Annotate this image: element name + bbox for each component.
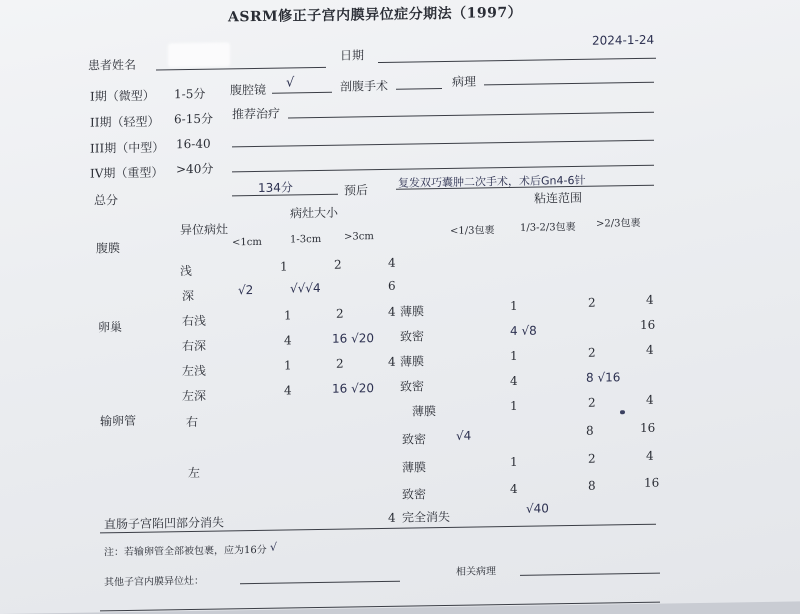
- adh-score-marked: √4: [456, 428, 472, 443]
- row-site: 浅: [180, 263, 193, 279]
- adh-score: 4: [646, 292, 654, 307]
- row-site: 右深: [182, 338, 207, 354]
- adh-score: 1: [510, 454, 518, 469]
- size-score-marked: √2: [238, 283, 254, 298]
- adhesion-type: 薄膜: [400, 354, 425, 369]
- size-score: 2: [334, 257, 342, 272]
- treatment-line: [288, 112, 654, 119]
- cul-complete-value: √40: [526, 501, 549, 516]
- note-check: √: [270, 540, 278, 554]
- row-site: 左浅: [182, 363, 207, 379]
- row-site: 右: [186, 414, 199, 430]
- laparotomy-line: [396, 88, 442, 90]
- peritoneum-label: 腹膜: [96, 241, 121, 256]
- adhesion-type: 薄膜: [412, 404, 437, 419]
- laparotomy-label: 剖腹手术: [340, 78, 389, 94]
- adh-score: 2: [588, 295, 596, 310]
- size-score-marked: √√√4: [290, 280, 321, 296]
- date-value: 2024-1-24: [592, 32, 655, 48]
- stage-3-label: III期（中型）: [90, 140, 165, 156]
- tube-label: 输卵管: [100, 413, 137, 429]
- adh-col-1: <1/3包裹: [450, 225, 495, 237]
- size-score: 4: [284, 333, 292, 348]
- laparoscopy-line: [272, 92, 332, 94]
- stage-1-range: 1-5分: [174, 86, 206, 102]
- row-site: 左: [188, 465, 201, 481]
- stage-2-range: 6-15分: [174, 111, 213, 127]
- adh-score: 2: [588, 451, 596, 466]
- adhesion-header: 粘连范围: [534, 190, 583, 206]
- adh-score: 1: [510, 398, 518, 413]
- adhesion-type: 致密: [400, 379, 425, 394]
- pathology-label: 病理: [452, 74, 477, 89]
- adhesion-type: 致密: [400, 329, 425, 344]
- treatment-line-3: [232, 165, 654, 173]
- row-site: 左深: [182, 388, 207, 404]
- adhesion-type: 薄膜: [402, 460, 427, 475]
- size-score: 4: [388, 304, 396, 319]
- stage-3-range: 16-40: [176, 136, 211, 152]
- other-sites-label: 其他子宫内膜异位灶：: [104, 575, 204, 589]
- size-col-1: <1cm: [232, 236, 262, 249]
- adh-score: 4: [646, 392, 654, 407]
- adh-score: 1: [510, 298, 518, 313]
- size-header: 病灶大小: [290, 205, 339, 221]
- total-line: [232, 194, 338, 197]
- ovary-label: 卵巢: [98, 320, 123, 335]
- total-value: 134分: [258, 180, 293, 195]
- adh-score: 8: [588, 478, 596, 493]
- row-site: 右浅: [182, 313, 207, 329]
- size-score: 2: [336, 306, 344, 321]
- adh-score: 4: [510, 481, 518, 496]
- adhesion-type: 致密: [402, 432, 427, 447]
- adh-score-marked: 4 √8: [510, 323, 537, 338]
- adh-score: 1: [510, 348, 518, 363]
- stage-4-label: IV期（重型）: [90, 165, 164, 181]
- prognosis-value: 复发双巧囊肿二次手术，术后Gn4-6针: [398, 173, 586, 190]
- adhesion-type: 薄膜: [400, 304, 425, 319]
- patient-name-line: [156, 67, 326, 71]
- pathology-line: [484, 82, 654, 86]
- adh-score: 4: [646, 448, 654, 463]
- laparoscopy-label: 腹腔镜: [230, 82, 267, 98]
- size-col-3: >3cm: [344, 231, 374, 243]
- lesion-header: 异位病灶: [180, 222, 229, 238]
- cul-complete-label: 完全消失: [402, 509, 451, 525]
- size-score-marked: 16 √20: [332, 381, 374, 396]
- total-label: 总分: [94, 193, 119, 208]
- adh-score: 8: [586, 423, 594, 438]
- date-label: 日期: [340, 48, 365, 63]
- adh-col-3: >2/3包裹: [596, 217, 641, 230]
- other-sites-line: [240, 581, 400, 585]
- size-score: 6: [388, 278, 396, 293]
- adh-score: 2: [588, 395, 596, 410]
- adh-score: 4: [510, 373, 518, 388]
- size-score: 1: [284, 358, 292, 373]
- adh-score: 16: [640, 420, 656, 435]
- adh-score: 2: [588, 345, 596, 360]
- prognosis-label: 预后: [344, 183, 369, 198]
- row-site: 深: [182, 288, 195, 304]
- note-text: 注：若输卵管全部被包裹，应为16分: [104, 544, 267, 559]
- adh-score-marked: 8 √16: [586, 370, 621, 385]
- stage-2-label: II期（轻型）: [90, 114, 160, 130]
- size-score: 4: [388, 354, 396, 369]
- adh-score: 16: [640, 317, 656, 332]
- adh-col-2: 1/3-2/3包裹: [520, 221, 576, 234]
- related-pathology-label: 相关病理: [456, 566, 496, 578]
- related-pathology-line: [520, 573, 660, 576]
- size-score: 4: [284, 383, 292, 398]
- laparoscopy-check: √: [286, 75, 295, 91]
- stage-1-label: I期（微型）: [90, 88, 155, 104]
- size-score: 4: [388, 255, 396, 270]
- size-score: 1: [280, 259, 288, 274]
- patient-name-label: 患者姓名: [88, 57, 137, 73]
- redacted-name: [168, 42, 230, 67]
- adh-score: 4: [646, 342, 654, 357]
- size-score: 2: [336, 356, 344, 371]
- cul-de-sac-label: 直肠子宫陷凹部分消失: [104, 515, 225, 532]
- size-score-marked: 16 √20: [332, 331, 374, 346]
- stage-4-range: >40分: [176, 161, 214, 177]
- adh-score: 16: [644, 475, 660, 490]
- form-title: ASRM修正子宫内膜异位症分期法（1997）: [228, 4, 523, 26]
- treatment-label: 推荐治疗: [232, 106, 281, 122]
- size-col-2: 1-3cm: [290, 233, 322, 246]
- size-score: 1: [284, 308, 292, 323]
- ink-mark: [620, 410, 625, 414]
- adhesion-type: 致密: [402, 487, 427, 502]
- treatment-line-2: [232, 140, 654, 148]
- date-line: [378, 58, 656, 63]
- bottom-line: [100, 602, 660, 612]
- cul-partial-score: 4: [388, 510, 396, 525]
